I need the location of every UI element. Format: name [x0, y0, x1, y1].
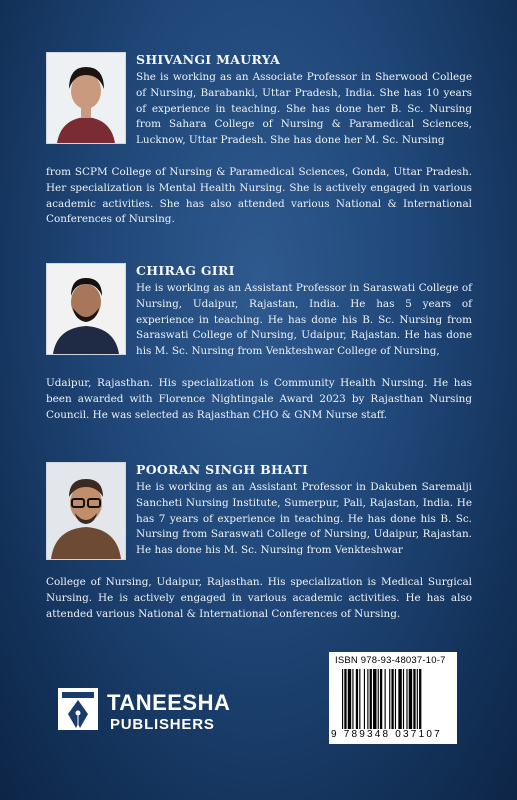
portrait-icon: [47, 463, 125, 559]
publisher-name: TANEESHA: [107, 690, 231, 715]
author-photo: [46, 52, 126, 144]
author-bio-continued: College of Nursing, Udaipur, Rajasthan. His specialization is Medical Surgical Nursing. He is actively engaged in various academic activities. He has also attended various National & International Conferences of Nursing.: [46, 576, 472, 620]
author-photo: [46, 263, 126, 355]
publisher-logo: [55, 688, 245, 738]
author-name: SHIVANGI MAURYA: [136, 52, 281, 67]
publisher-subtitle: PUBLISHERS: [110, 716, 215, 733]
author-bio-continued: from SCPM College of Nursing & Paramedical Sciences, Gonda, Uttar Pradesh. Her specialization is Mental Health Nursing. She is actively engaged in various academic activities. She has also attended various National & International Conferences of Nursing.: [46, 166, 472, 226]
isbn-label: ISBN 978-93-48037-10-7: [335, 655, 446, 666]
isbn-digits: 9 789348 037107: [331, 729, 442, 740]
author-bio-continued: Udaipur, Rajasthan. His specialization is Community Health Nursing. He has been awarded with Florence Nightingale Award 2023 by Rajasthan Nursing Council. He was selected as Rajasthan CHO & GNM Nurse staff.: [46, 377, 472, 421]
author-name: CHIRAG GIRI: [136, 263, 235, 278]
author-bio: She is working as an Associate Professor in Sherwood College of Nursing, Barabanki, Uttar Pradesh, India. She has 10 years of experience in teaching. She has done her B. Sc. Nursing from Sahara College of Nursing & Paramedical Sciences, Lucknow, Uttar Pradesh. She has done her M. Sc. Nursing: [136, 71, 472, 147]
author-name: POORAN SINGH BHATI: [136, 462, 309, 477]
barcode-icon: [341, 669, 449, 729]
portrait-icon: [47, 53, 125, 143]
author-photo: [46, 462, 126, 560]
author-bio: He is working as an Assistant Professor in Dakuben Saremalji Sancheti Nursing Institute, Sumerpur, Pali, Rajastan, India. He has 7 years of experience in teaching. He has done his B. Sc. Nursing from Saraswati College of Nursing, Udaipur, Rajastan. He has done his M. Sc. Nursing from Venkteshwar: [136, 481, 472, 557]
pen-nib-logo-icon: [58, 688, 98, 734]
portrait-icon: [47, 264, 125, 354]
isbn-barcode-box: [329, 652, 457, 744]
author-bio: He is working as an Assistant Professor in Saraswati College of Nursing, Udaipur, Rajastan, India. He has 5 years of experience in teaching. He has done his B. Sc. Nursing from Saraswati College of Nursing, Udaipur, Rajastan. He has done his M. Sc. Nursing from Venkteshwar College of Nursing,: [136, 282, 472, 358]
